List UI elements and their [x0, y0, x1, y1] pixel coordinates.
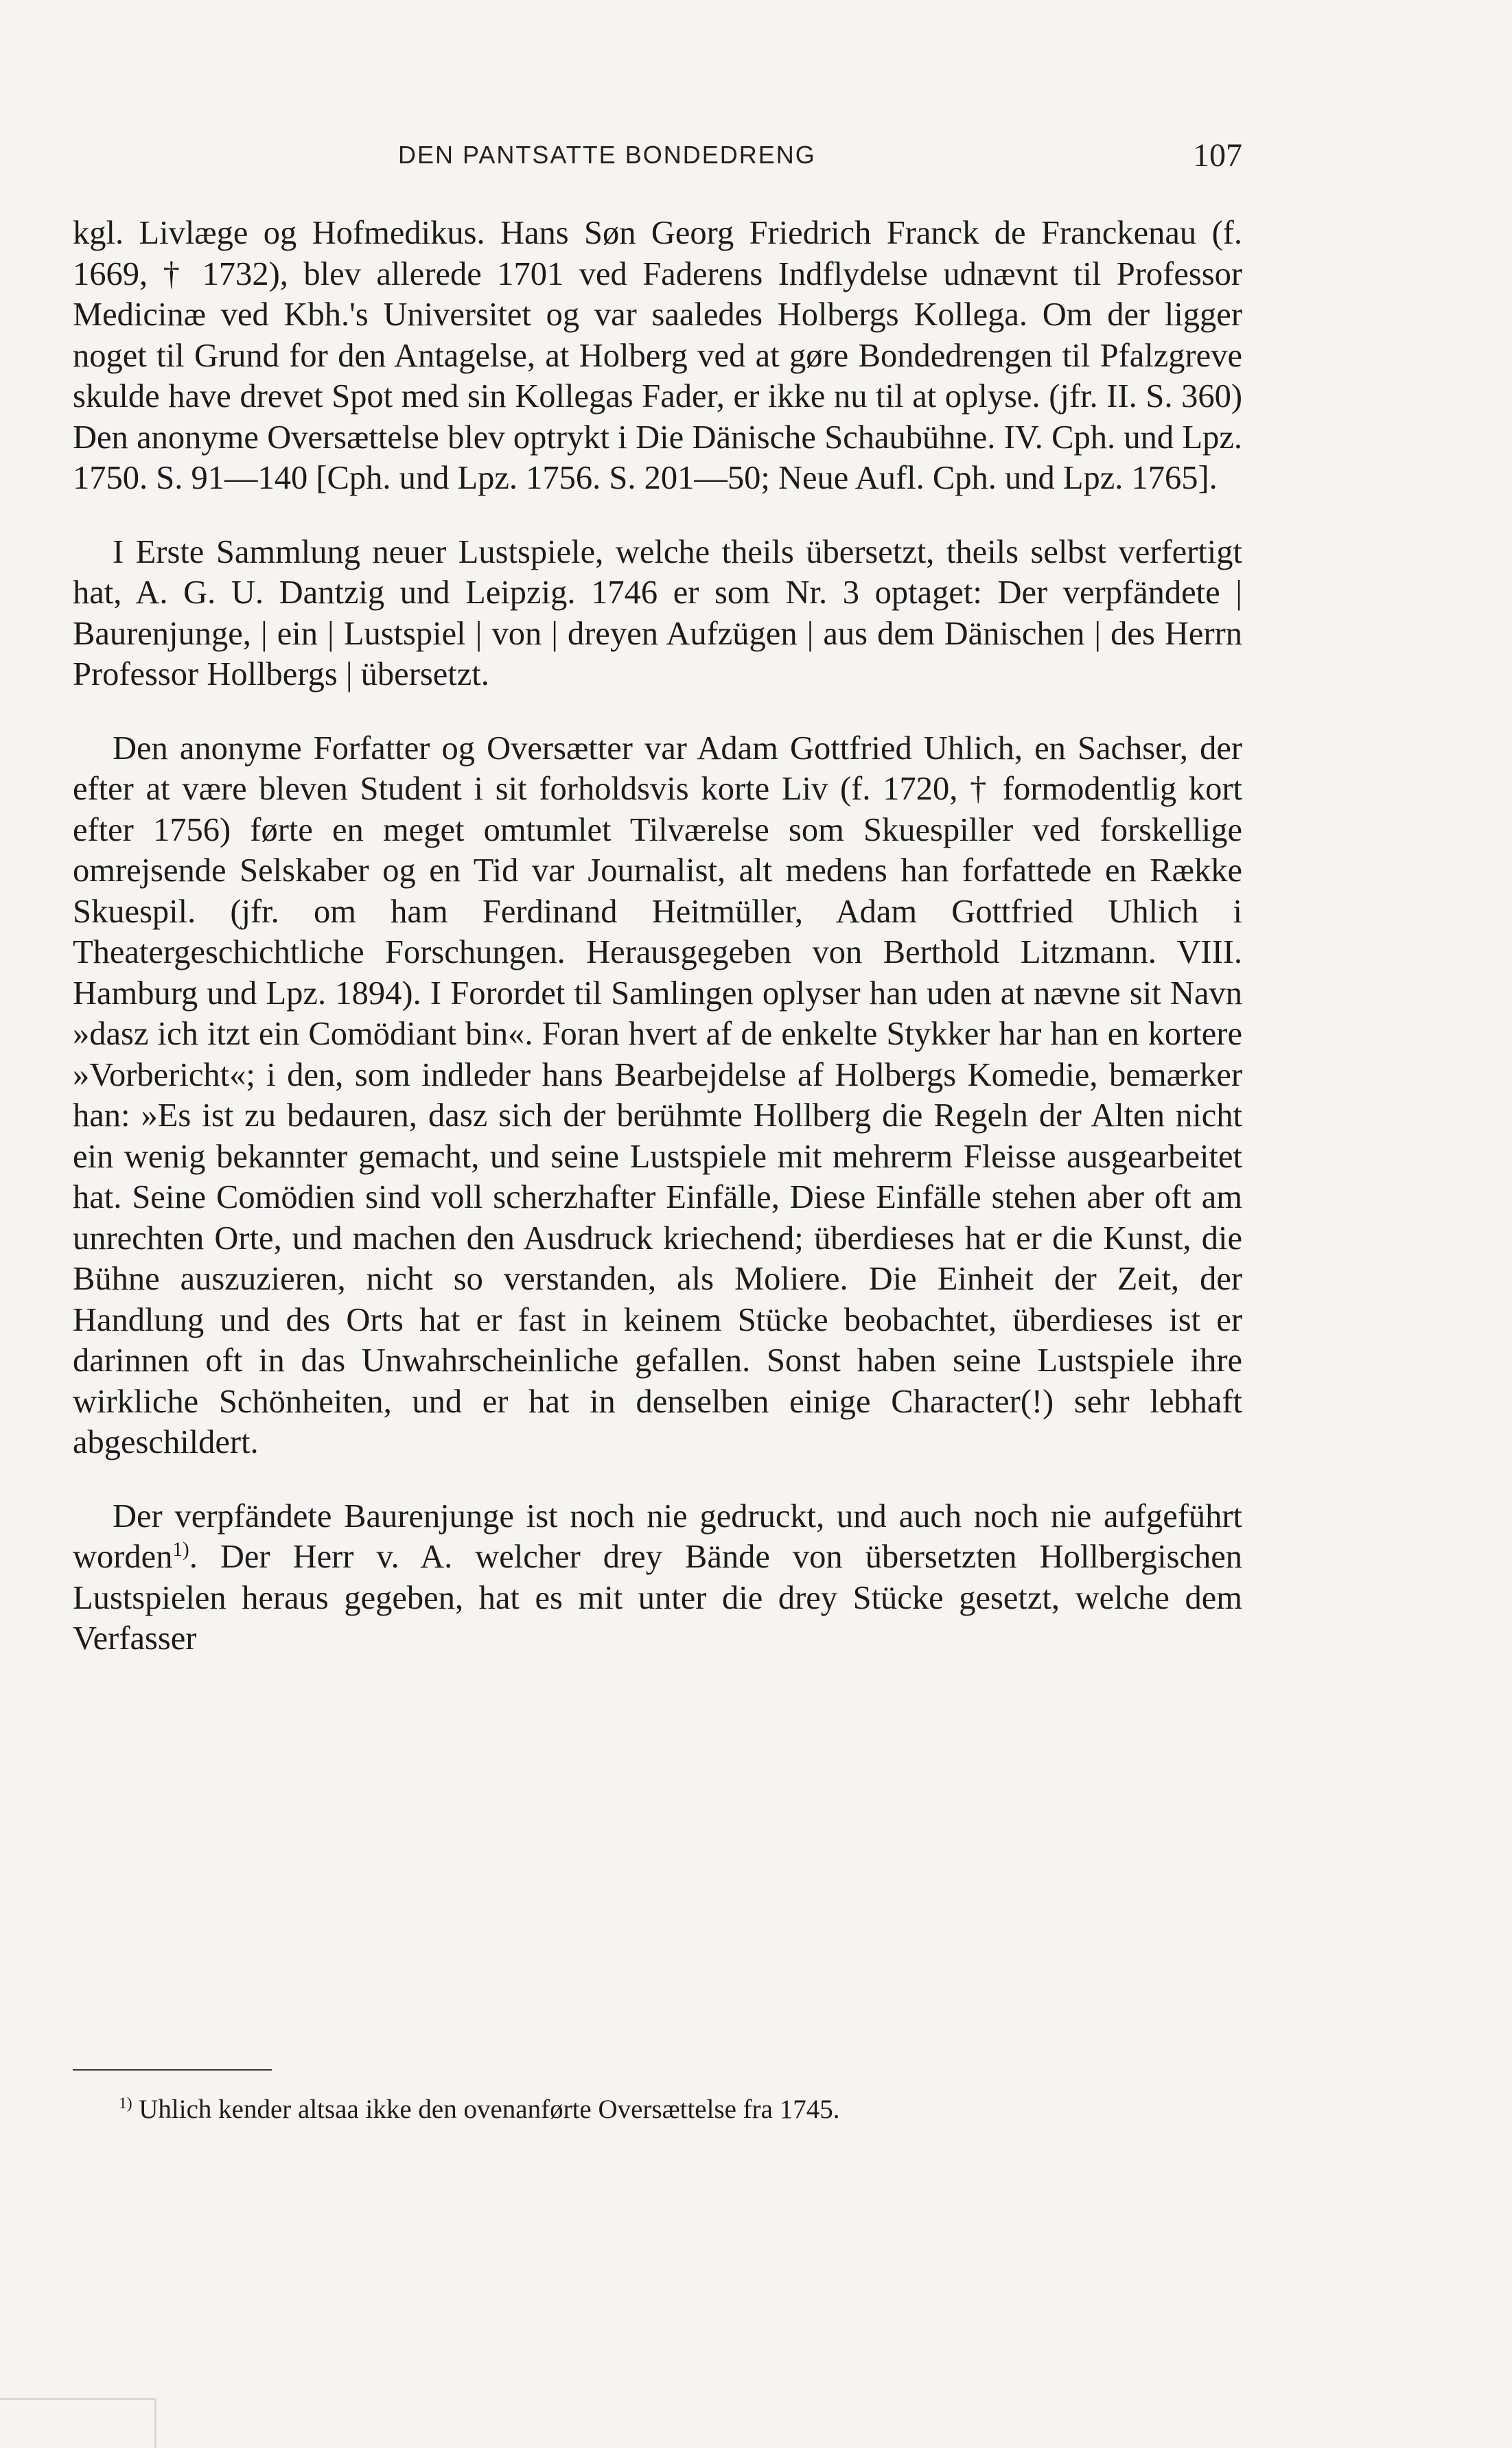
footnote-reference: 1)	[172, 1538, 189, 1561]
paragraph-4-text-a: Der verpfändete Baurenjunge ist noch nie gedruckt, und auch noch nie aufgeführt worden	[73, 1497, 1242, 1575]
page-number: 107	[1193, 137, 1242, 174]
paragraph-3: Den anonyme Forfatter og Oversætter var Adam Gottfried Uhlich, en Sachser, der efter at være bleven Student i sit forholdsvis korte Liv (f. 1720, † formodentlig kort efter 1756) førte en meget omtumlet Tilværelse som Skuespiller ved forskellige omrejsende Selskaber og en Tid var Journalist, alt medens han forfattede en Række Skuespil. (jfr. om ham Ferdinand Heitmüller, Adam Gottfried Uhlich i Theatergeschichtliche Forschungen. Herausgegeben von Berthold Litzmann. VIII. Hamburg und Lpz. 1894). I Forordet til Samlingen oplyser han uden at nævne sit Navn »dasz ich itzt ein Comödiant bin«. Foran hvert af de enkelte Stykker har han en kortere »Vorbericht«; i den, som indleder hans Bearbejdelse af Holbergs Komedie, bemærker han: »Es ist zu bedauren, dasz sich der berühmte Hollberg die Regeln der Alten nicht ein wenig bekannter gemacht, und seine Lustspiele mit mehrerm Fleisse ausgearbeitet hat. Seine Comödien sind voll scherzhafter Einfälle, Diese Einfälle stehen aber oft am unrechten Orte, und machen den Ausdruck kriechend; überdieses hat er die Kunst, die Bühne auszuzieren, nicht so verstanden, als Moliere. Die Einheit der Zeit, der Handlung und des Orts hat er fast in keinem Stücke beobachtet, überdieses ist er darinnen oft in das Unwahrscheinliche gefallen. Sonst haben seine Lustspiele ihre wirkliche Schönheiten, und er hat in denselben einige Character(!) sehr lebhaft abgeschildert.	[73, 730, 1242, 1460]
paragraph-4-text-b: . Der Herr v. A. welcher drey Bände von übersetzten Hollbergischen Lustspielen heraus gegeben, hat es mit unter die drey Stücke gesetzt, welche dem Verfasser	[73, 1539, 1242, 1657]
page-header	[75, 137, 1242, 182]
footnote	[119, 2093, 1217, 2126]
paragraph-4	[73, 1496, 1242, 1659]
scan-corner-mark	[0, 2398, 156, 2448]
paragraph-2: I Erste Sammlung neuer Lustspiele, welche theils übersetzt, theils selbst verfertigt hat, A. G. U. Dantzig und Leipzig. 1746 er som Nr. 3 optaget: Der verpfändete | Baurenjunge, | ein | Lustspiel | von | dreyen Aufzügen | aus dem Dänischen | des Herrn Professor Hollbergs | übersetzt.	[73, 533, 1242, 692]
paragraph-1: kgl. Livlæge og Hofmedikus. Hans Søn Georg Friedrich Franck de Franckenau (f. 1669, † 1732), blev allerede 1701 ved Faderens Indflydelse udnævnt til Professor Medicinæ ved Kbh.'s Universitet og var saaledes Holbergs Kollega. Om der ligger noget til Grund for den Antagelse, at Holberg ved at gøre Bondedrengen til Pfalzgreve skulde have drevet Spot med sin Kollegas Fader, er ikke nu til at oplyse. (jfr. II. S. 360) Den anonyme Oversættelse blev optrykt i Die Dänische Schaubühne. IV. Cph. und Lpz. 1750. S. 91—140 [Cph. und Lpz. 1756. S. 201—50; Neue Aufl. Cph. und Lpz. 1765].	[73, 215, 1242, 496]
running-title: DEN PANTSATTE BONDEDRENG	[398, 141, 816, 169]
main-text	[73, 213, 1242, 1659]
footnote-divider	[73, 2069, 272, 2071]
footnote-marker: 1)	[119, 2095, 132, 2112]
footnote-text: Uhlich kender altsaa ikke den ovenanførte Oversættelse fra 1745.	[132, 2095, 840, 2124]
